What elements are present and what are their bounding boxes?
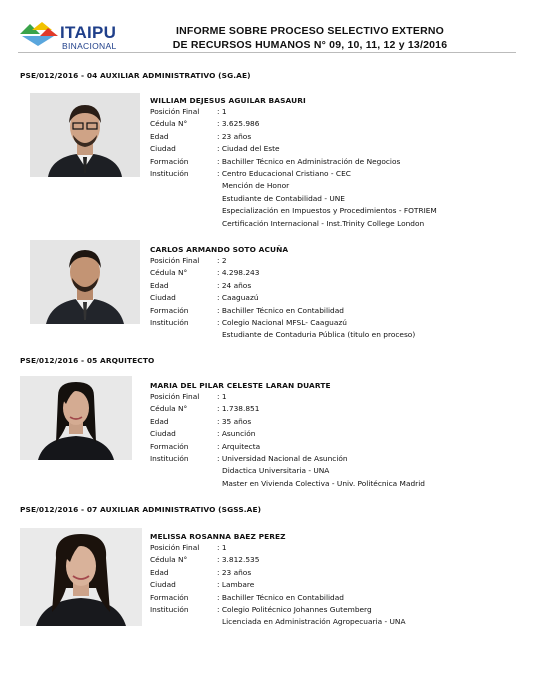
detail-row <box>150 567 406 579</box>
candidate-name: MELISSA ROSANNA BAEZ PEREZ <box>150 532 286 541</box>
candidate-details <box>150 542 406 629</box>
detail-label: Ciudad <box>150 429 176 439</box>
title-line-2: DE RECURSOS HUMANOS N° 09, 10, 11, 12 y 13/2016 <box>172 39 448 51</box>
candidate-photo <box>20 376 132 460</box>
detail-value: : 23 años <box>217 131 252 141</box>
detail-label: Edad <box>150 280 169 290</box>
candidate-photo <box>30 93 140 177</box>
candidate-name: CARLOS ARMANDO SOTO ACUÑA <box>150 245 289 254</box>
section-title: PSE/012/2016 - 04 AUXILIAR ADMINISTRATIVO (SG.AE) <box>20 71 251 80</box>
detail-value: : Colegio Nacional MFSL- Caaguazú <box>217 318 347 328</box>
detail-value: : 1 <box>217 392 227 401</box>
detail-value: : 3.625.986 <box>217 119 260 129</box>
detail-label: Edad <box>150 567 169 577</box>
candidate-details <box>150 255 415 342</box>
detail-row <box>150 428 425 440</box>
detail-value: : Bachiller Técnico en Contabilidad <box>217 592 344 602</box>
detail-row <box>150 292 415 304</box>
detail-value: : 24 años <box>217 280 252 290</box>
itaipu-logo-icon <box>18 20 60 50</box>
detail-row <box>150 131 437 143</box>
title-line-1: INFORME SOBRE PROCESO SELECTIVO EXTERNO <box>176 25 444 37</box>
detail-row <box>150 143 437 155</box>
candidate-photo <box>20 528 142 626</box>
detail-label: Ciudad <box>150 580 176 590</box>
detail-value: : 2 <box>217 256 227 265</box>
detail-row <box>150 554 406 566</box>
detail-label: Institución <box>150 605 189 615</box>
detail-label: Cédula N° <box>150 119 188 129</box>
candidate-photo <box>30 240 140 324</box>
detail-label: Formación <box>150 156 189 166</box>
detail-continuation: Certificación Internacional - Inst.Trinity College London <box>222 218 425 228</box>
detail-row <box>150 403 425 415</box>
detail-value: : Bachiller Técnico en Contabilidad <box>217 305 344 315</box>
detail-row <box>150 604 406 616</box>
candidate-name: MARIA DEL PILAR CELESTE LARAN DUARTE <box>150 381 331 390</box>
detail-value: : 23 años <box>217 567 252 577</box>
detail-label: Cédula N° <box>150 268 188 278</box>
page-header <box>0 0 536 60</box>
detail-row <box>150 305 415 317</box>
detail-row <box>150 391 425 403</box>
detail-continuation: Estudiante de Contabilidad - UNE <box>222 193 345 203</box>
header-divider <box>18 52 516 53</box>
detail-label: Posición Final <box>150 543 200 552</box>
detail-continuation: Licenciada en Administración Agropecuaria - UNA <box>222 617 406 627</box>
section-title: PSE/012/2016 - 07 AUXILIAR ADMINISTRATIVO (SGSS.AE) <box>20 505 262 514</box>
detail-label: Formación <box>150 592 189 602</box>
detail-row <box>150 542 406 554</box>
detail-row <box>150 118 437 130</box>
detail-label: Formación <box>150 441 189 451</box>
detail-row <box>150 317 415 329</box>
detail-row <box>150 280 415 292</box>
detail-value: : 1.738.851 <box>217 404 260 414</box>
detail-label: Institución <box>150 318 189 328</box>
detail-row <box>150 168 437 180</box>
document-title <box>160 24 460 52</box>
detail-value: : 1 <box>217 107 227 116</box>
detail-label: Formación <box>150 305 189 315</box>
detail-row <box>150 255 415 267</box>
detail-value: : Ciudad del Este <box>217 144 280 154</box>
detail-label: Posición Final <box>150 256 200 265</box>
detail-row <box>150 156 437 168</box>
detail-value: : 4.298.243 <box>217 268 260 278</box>
detail-value: : Bachiller Técnico en Administración de Negocios <box>217 156 401 166</box>
detail-value: : 1 <box>217 543 227 552</box>
candidate-details <box>150 106 437 230</box>
detail-value: : Universidad Nacional de Asunción <box>217 454 348 464</box>
detail-label: Ciudad <box>150 144 176 154</box>
detail-value: : Lambare <box>217 580 255 590</box>
logo-wordmark: ITAIPU <box>60 23 117 42</box>
itaipu-logo <box>18 20 128 52</box>
detail-label: Institución <box>150 454 189 464</box>
detail-value: : Asunción <box>217 429 256 439</box>
detail-label: Ciudad <box>150 293 176 303</box>
detail-value: : 35 años <box>217 416 252 426</box>
detail-label: Institución <box>150 169 189 179</box>
detail-continuation: Estudiante de Contaduria Pública (titulo en proceso) <box>222 330 416 340</box>
detail-label: Cédula N° <box>150 555 188 565</box>
detail-value: : Arquitecta <box>217 441 261 451</box>
detail-row <box>150 453 425 465</box>
detail-value: : 3.812.535 <box>217 555 260 565</box>
detail-row <box>150 441 425 453</box>
detail-label: Cédula N° <box>150 404 188 414</box>
section-title: PSE/012/2016 - 05 ARQUITECTO <box>20 356 155 365</box>
detail-row <box>150 106 437 118</box>
detail-row <box>150 579 406 591</box>
detail-label: Posición Final <box>150 107 200 116</box>
candidate-name: WILLIAM DEJESUS AGUILAR BASAURI <box>150 96 306 105</box>
detail-value: : Caaguazú <box>217 293 259 303</box>
detail-label: Posición Final <box>150 392 200 401</box>
candidate-details <box>150 391 425 490</box>
detail-continuation: Didactica Universitaria - UNA <box>222 466 330 476</box>
detail-row <box>150 416 425 428</box>
logo-subtext: BINACIONAL <box>62 41 117 51</box>
detail-label: Edad <box>150 131 169 141</box>
detail-value: : Colegio Politécnico Johannes Gutemberg <box>217 605 372 615</box>
detail-continuation: Especialización en Impuestos y Procedimientos - FOTRIEM <box>222 206 437 216</box>
detail-label: Edad <box>150 416 169 426</box>
detail-continuation: Master en Vivienda Colectiva - Univ. Politécnica Madrid <box>222 478 425 488</box>
detail-row <box>150 592 406 604</box>
detail-continuation: Mención de Honor <box>222 181 290 191</box>
detail-row <box>150 267 415 279</box>
detail-value: : Centro Educacional Cristiano - CEC <box>217 169 351 179</box>
